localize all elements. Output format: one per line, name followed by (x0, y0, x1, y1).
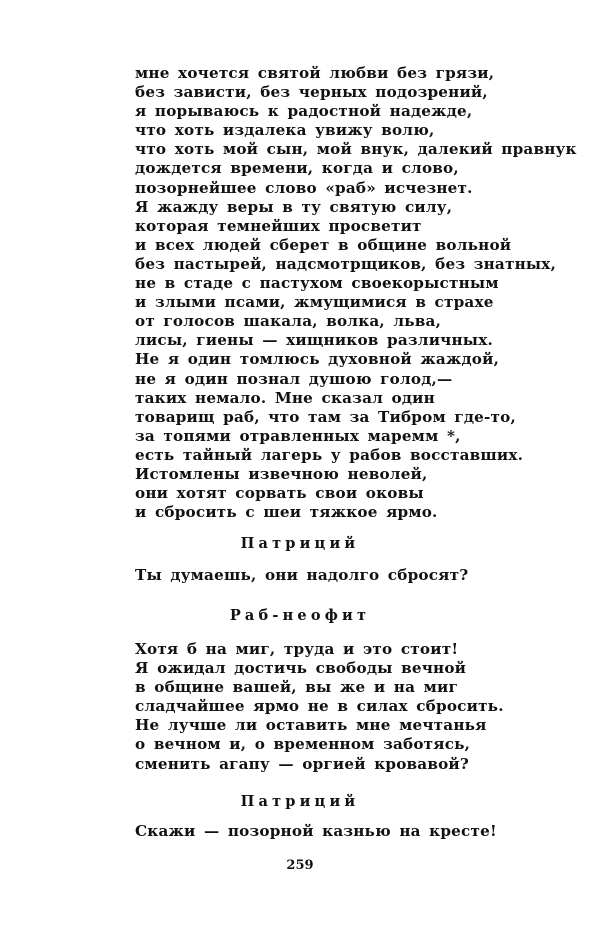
verse-line: лисы, гиены — хищников различных. (135, 331, 493, 350)
verse-line: я порываюсь к радостной надежде, (135, 102, 473, 121)
verse-line: в общине вашей, вы же и на миг (135, 678, 458, 697)
verse-line: сменить агапу — оргией кровавой? (135, 754, 469, 773)
verse-line: что хоть издалека увижу волю, (135, 121, 435, 140)
verse-line: товарищ раб, что там за Тибром где-то, (135, 407, 516, 426)
verse-line: мне хочется святой любви без грязи, (135, 64, 495, 82)
speech-patrician (135, 566, 555, 585)
speech-raб-neofit-continued (135, 64, 577, 522)
verse-line: Не лучше ли оставить мне мечтанья (135, 716, 487, 735)
verse-line: Я жажду веры в ту святую силу, (135, 197, 453, 216)
verse-line: сладчайшее ярмо не в силах сбросить. (135, 697, 504, 716)
verse-line: Скажи — позорной казнью на кресте! (135, 822, 497, 840)
verse-line: без зависти, без черных подозрений, (135, 83, 488, 102)
verse-line: что хоть мой сын, мой внук, далекий правнук (135, 140, 577, 159)
speaker-name: Патриций (240, 535, 360, 552)
verse-line: и всех людей сберет в общине вольной (135, 235, 512, 254)
speech-patrician-final (135, 822, 555, 841)
verse-line: таких немало. Мне сказал один (135, 388, 435, 407)
verse-line: от голосов шакала, волка, льва, (135, 312, 442, 331)
verse-line: дождется времени, когда и слово, (135, 159, 459, 178)
verse-line: не я один познал душою голод,— (135, 369, 453, 388)
verse-line: Истомлены извечною неволей, (135, 464, 428, 483)
verse-line: за топями отравленных маремм *, (135, 426, 461, 445)
verse-line: Не я один томлюсь духовной жаждой, (135, 350, 500, 369)
verse-line: не в стаде с пастухом своекорыстным (135, 274, 499, 293)
verse-line: Хотя б на миг, труда и это стоит! (135, 640, 459, 658)
verse-line: Я ожидал достичь свободы вечной (135, 659, 467, 678)
speaker-name: Патриций (240, 793, 360, 810)
verse-line: позорнейшее слово «раб» исчезнет. (135, 178, 473, 197)
page-number: 259 (286, 858, 314, 873)
verse-line: они хотят сорвать свои оковы (135, 484, 424, 503)
verse-line: Ты думаешь, они надолго сбросят? (135, 566, 469, 584)
verse-line: и сбросить с шеи тяжкое ярмо. (135, 503, 438, 522)
speech-rab-neofit (135, 640, 555, 774)
verse-line: которая темнейших просветит (135, 216, 422, 235)
speaker-name: Раб-неофит (229, 607, 371, 624)
verse-line: без пастырей, надсмотрщиков, без знатных, (135, 254, 557, 273)
verse-line: о вечном и, о временном заботясь, (135, 735, 471, 754)
verse-line: есть тайный лагерь у рабов восставших. (135, 445, 524, 464)
verse-line: и злыми псами, жмущимися в страхе (135, 293, 494, 312)
